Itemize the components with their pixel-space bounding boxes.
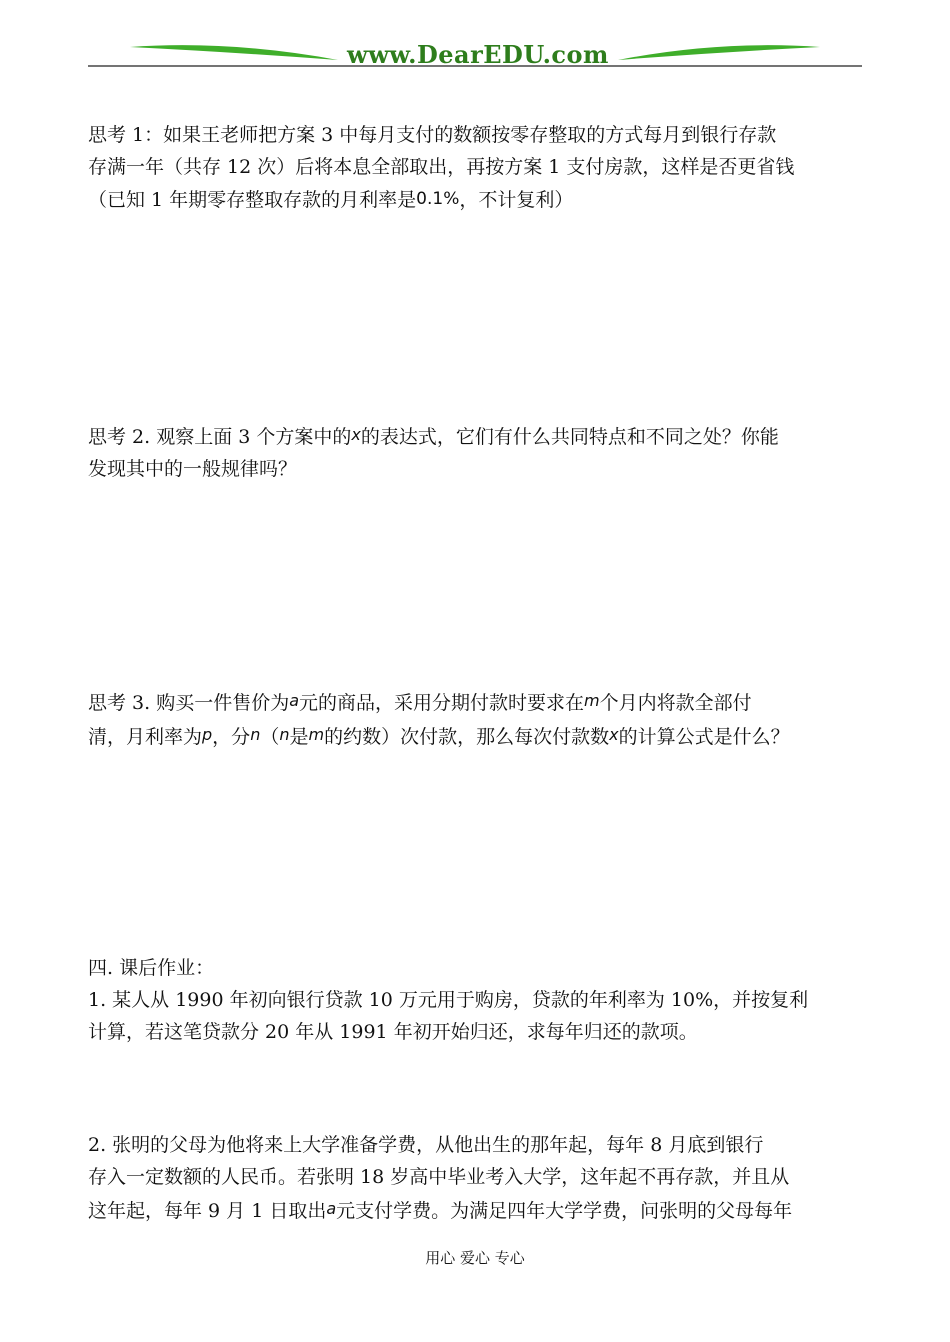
hw-q2-text-b: 元支付学费。为满足四年大学学费，问张明的父母每年 [336,1200,793,1222]
think-2 [88,419,878,485]
think-3-line-2 [88,719,878,753]
monthly-rate-value: 0.1% [416,189,460,209]
think-2-text-b: 的表达式，它们有什么共同特点和不同之处？你能 [360,426,779,448]
hw-q2 [88,1129,878,1227]
think-3 [88,685,878,753]
think-2-line-2: 发现其中的一般规律吗？ [88,458,298,480]
page-footer: 用心 爱心 专心 [425,1249,525,1267]
hw-q1-line-2: 计算，若这笔贷款分 20 年从 1991 年初开始归还，求每年归还的款项。 [88,1021,698,1043]
var-a: a [289,691,300,710]
think-1-line-1: 思考 1：如果王老师把方案 3 中每月支付的数额按零存整取的方式每月到银行存款 [88,124,777,146]
think-3-text-c: 个月内将款全部付 [599,692,752,714]
think-3-text-b: 元的商品，采用分期付款时要求在 [299,692,585,714]
var-p: p [202,725,213,744]
var-x: x [351,425,361,444]
right-swoosh [618,45,820,60]
hw-q1-line-1: 1. 某人从 1990 年初向银行贷款 10 万元用于购房，贷款的年利率为 10%，并按复利 [88,989,809,1011]
think-2-text-a: 思考 2. 观察上面 3 个方案中的 [88,426,352,448]
hw-q2-text-a: 这年起，每年 9 月 1 日取出 [88,1200,327,1222]
var-m-2: m [308,725,325,744]
homework-heading: 四. 课后作业： [88,957,215,979]
think-3-text-g: 是 [289,726,309,748]
site-logo-text[interactable]: www.DearEDU.com [347,40,609,69]
var-x-2: x [609,725,619,744]
think-3-text-f: （ [260,726,280,748]
think-1-line-3-text-a: （已知 1 年期零存整取存款的月利率是 [88,189,417,211]
var-n-2: n [279,725,290,744]
var-n: n [250,725,261,744]
think-3-text-h: 的约数）次付款，那么每次付款数 [324,726,610,748]
hw-q2-line-2: 存入一定数额的人民币。若张明 18 岁高中毕业考入大学，这年起不再存款，并且从 [88,1166,790,1188]
var-m: m [584,691,600,710]
think-3-text-d: 清，月利率为 [88,726,203,748]
hw-q2-line-1: 2. 张明的父母为他将来上大学准备学费，从他出生的那年起，每年 8 月底到银行 [88,1134,764,1156]
think-1-line-3 [88,183,878,216]
var-a-2: a [326,1199,337,1218]
think-3-text-i: 的计算公式是什么？ [618,726,790,748]
think-2-line-1 [88,419,878,453]
think-1-line-3-text-b: ，不计复利） [459,189,574,211]
think-1-line-2: 存满一年（共存 12 次）后将本息全部取出，再按方案 1 支付房款，这样是否更省钱 [88,156,795,178]
homework-section [88,952,878,1048]
think-3-text-e: ，分 [212,726,251,748]
think-3-line-1 [88,685,878,719]
hw-q2-line-3 [88,1193,878,1227]
page-header [0,0,950,80]
think-1 [88,119,878,216]
left-swoosh [130,45,338,60]
think-3-text-a: 思考 3. 购买一件售价为 [88,692,290,714]
